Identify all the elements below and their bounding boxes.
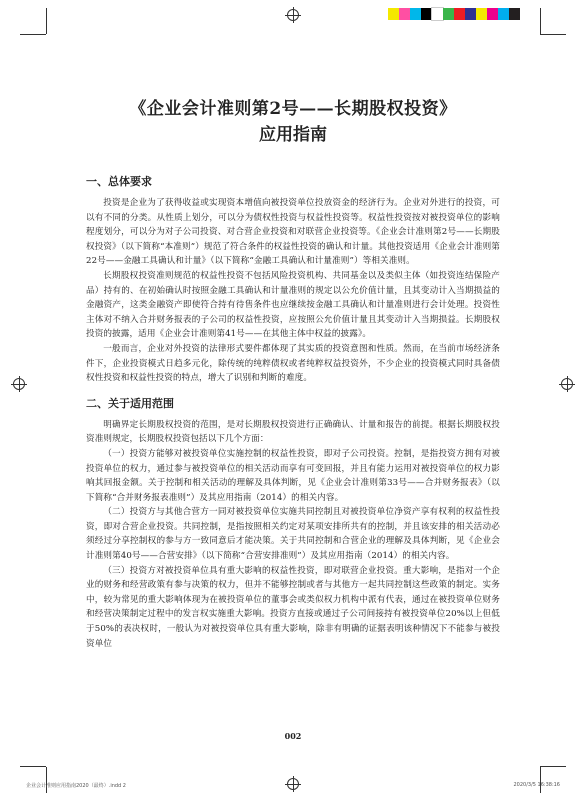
color-swatch xyxy=(432,8,443,20)
paragraph: 明确界定长期股权投资的范围，是对长期股权投资进行正确确认、计量和报告的前提。根据长期股权投资准则规定，长期股权投资包括以下几个方面： xyxy=(86,419,500,445)
color-swatch xyxy=(388,8,399,20)
document-title: 《企业会计准则第2号——长期股权投资》 xyxy=(129,99,457,119)
color-swatch xyxy=(509,8,520,20)
crop-mark-bottom-right-v xyxy=(540,767,541,793)
section-heading: 二、关于适用范围 xyxy=(86,396,174,410)
registration-mark-right xyxy=(561,378,573,390)
crop-mark-top-right-v xyxy=(540,8,541,34)
page-number: 002 xyxy=(284,731,302,741)
registration-mark-bottom xyxy=(287,778,299,790)
registration-mark-top xyxy=(287,9,299,21)
paragraph: 长期股权投资准则规范的权益性投资不包括风险投资机构、共同基金以及类似主体（如投资连结保险产品）持有的、在初始确认时按照金融工具确认和计量准则的规定以公允价值计量，且其变动计入当期损益的金融资产，这类金融资产即使符合持有待售条件也应继续按金融工具确认和计量准则进行会计处理。投资性主体对不纳入合并财务报表的子公司的权益性投资，应按照公允价值计量且其变动计入当期损益。长期股权投资的披露，适用《企业会计准则第41号——在其他主体中权益的披露》。 xyxy=(86,270,500,340)
color-swatch xyxy=(410,8,421,20)
section-heading: 一、总体要求 xyxy=(86,175,152,188)
paragraph: （三）投资方对被投资单位具有重大影响的权益性投资，即对联营企业投资。重大影响，是指对一个企业的财务和经营政策有参与决策的权力，但并不能够控制或者与其他方一起共同控制这些政策的制定。实务中，较为常见的重大影响体现为在被投资单位的董事会或类似权力机构中派有代表，通过在被投资单位财务和经营决策制定过程中的发言权实施重大影响。投资方直接或通过子公司间接持有被投资单位20%以上但低于50%的表决权时，一般认为对被投资单位具有重大影响，除非有明确的证据表明该种情况下不能参与被投资单位 xyxy=(86,565,500,649)
color-swatch xyxy=(421,8,432,20)
crop-mark-top-left-v xyxy=(46,8,47,34)
page-content xyxy=(86,96,500,651)
slug-file-info: 企业会计准则应用指南2020（最终）.indd 2 xyxy=(26,783,126,789)
crop-mark-bottom-right xyxy=(540,766,566,767)
color-swatch xyxy=(498,8,509,20)
registration-mark-left xyxy=(13,378,25,390)
paragraph: （一）投资方能够对被投资单位实施控制的权益性投资，即对子公司投资。控制，是指投资方拥有对被投资单位的权力，通过参与被投资单位的相关活动而享有可变回报，并且有能力运用对被投资单位的权力影响其回报金额。关于控制和相关活动的理解及具体判断，见《企业会计准则第33号——合并财务报表》（以下简称“合并财务报表准则”）及其应用指南（2014）的相关内容。 xyxy=(86,448,500,503)
crop-mark-bottom-left xyxy=(20,766,46,767)
color-swatch xyxy=(476,8,487,20)
color-bar xyxy=(388,8,520,20)
slug-timestamp: 2020/3/5 16:38:16 xyxy=(513,782,560,788)
paragraph: 投资是企业为了获得收益或实现资本增值向被投资单位投放资金的经济行为。企业对外进行的投资，可以有不同的分类。从性质上划分，可以分为债权性投资与权益性投资等。权益性投资按对被投资单位的影响程度划分，可以分为对子公司投资、对合营企业投资和对联营企业投资等。《企业会计准则第2号——长期股权投资》（以下简称“本准则”）规范了符合条件的权益性投资的确认和计量。其他投资适用《企业会计准则第22号——金融工具确认和计量》（以下简称“金融工具确认和计量准则”）等相关准则。 xyxy=(86,198,500,267)
crop-mark-top-right xyxy=(540,34,566,35)
color-swatch xyxy=(399,8,410,20)
paragraph: （二）投资方与其他合营方一同对被投资单位实施共同控制且对被投资单位净资产享有权利的权益性投资，即对合营企业投资。共同控制，是指按照相关约定对某项安排所共有的控制，并且该安排的相关活动必须经过分享控制权的参与方一致同意后才能决策。关于共同控制和合营企业的理解及具体判断，见《企业会计准则第40号——合营安排》（以下简称“合营安排准则”）及其应用指南（2014）的相关内容。 xyxy=(86,507,500,562)
crop-mark-top-left xyxy=(20,34,46,35)
section-2 xyxy=(86,396,500,652)
color-swatch xyxy=(487,8,498,20)
color-swatch xyxy=(443,8,454,20)
document-subtitle: 应用指南 xyxy=(259,125,327,145)
color-swatch xyxy=(454,8,465,20)
color-swatch xyxy=(465,8,476,20)
crop-mark-bottom-left-v xyxy=(46,767,47,793)
paragraph: 一般而言，企业对外投资的法律形式要件都体现了其实质的投资意图和性质。然而，在当前市场经济条件下，企业投资模式日趋多元化，除传统的纯粹债权或者纯粹权益投资外，不少企业的投资模式同时具备债权性投资和权益性投资的特点，增大了识别和判断的难度。 xyxy=(86,343,500,384)
section-1 xyxy=(86,174,500,386)
